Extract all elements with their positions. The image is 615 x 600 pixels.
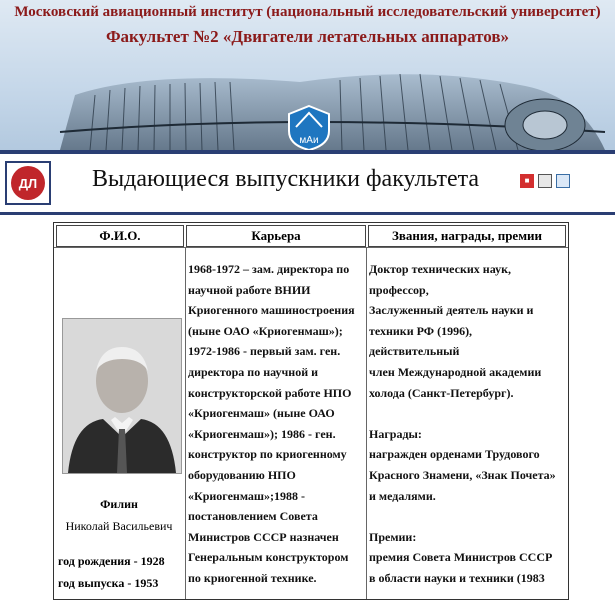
mai-logo-text: мАи bbox=[299, 135, 319, 146]
awards-line: холода (Санкт-Петербург). bbox=[369, 385, 514, 400]
career-line: «Криогенмаш»;1988 - bbox=[188, 488, 306, 503]
print-icon[interactable] bbox=[538, 174, 552, 188]
awards-line: Заслуженный деятель науки и bbox=[369, 303, 534, 318]
career-line: по криогенной технике. bbox=[188, 570, 317, 585]
email-icon[interactable] bbox=[556, 174, 570, 188]
awards-line: Награды: bbox=[369, 426, 422, 441]
career-line: 1968-1972 – зам. директора по bbox=[188, 262, 350, 276]
awards-line: награжден орденами Трудового bbox=[369, 447, 540, 462]
awards-line: премия Совета Министров СССР bbox=[369, 550, 553, 565]
awards-line: профессор, bbox=[369, 282, 429, 297]
career-line: Криогенного машиностроения bbox=[188, 303, 355, 318]
birth-year: год рождения - 1928 bbox=[58, 554, 165, 568]
career-line: (ныне ОАО «Криогенмаш»); bbox=[188, 323, 343, 338]
career-line: «Криогенмаш» (ныне ОАО bbox=[188, 406, 335, 421]
career-line: научной работе ВНИИ bbox=[188, 282, 311, 297]
career-line: Генеральным конструктором bbox=[188, 550, 349, 565]
mai-logo[interactable] bbox=[286, 105, 332, 150]
career-text bbox=[188, 259, 355, 589]
header-banner bbox=[0, 0, 615, 150]
divider bbox=[185, 247, 186, 599]
page-title: Выдающиеся выпускники факультета bbox=[92, 166, 480, 192]
awards-line: в области науки и техники (1983 bbox=[369, 570, 545, 585]
awards-line: действительный bbox=[369, 344, 460, 359]
title-bar bbox=[0, 150, 615, 215]
career-line: конструктор по криогенному bbox=[188, 447, 347, 462]
header-career: Карьера bbox=[186, 225, 366, 247]
faculty-name: Факультет №2 «Двигатели летательных аппаратов» bbox=[105, 27, 510, 46]
career-line: 1972-1986 - первый зам. ген. bbox=[188, 344, 341, 359]
awards-line bbox=[369, 403, 556, 424]
faculty-logo-text: ДЛ bbox=[18, 176, 38, 191]
divider bbox=[54, 247, 568, 248]
portrait-photo bbox=[62, 318, 182, 474]
career-line: постановлением Совета bbox=[188, 509, 318, 524]
career-line: директора по научной и bbox=[188, 364, 319, 379]
pdf-icon[interactable]: ■ bbox=[520, 174, 534, 188]
awards-line: и медалями. bbox=[369, 488, 436, 503]
career-line: оборудованию НПО bbox=[188, 467, 296, 482]
graduates-table bbox=[53, 222, 569, 600]
awards-text bbox=[369, 259, 556, 589]
awards-line: техники РФ (1996), bbox=[369, 323, 473, 338]
awards-line: Премии: bbox=[369, 529, 417, 544]
graduation-year: год выпуска - 1953 bbox=[58, 576, 159, 590]
faculty-logo[interactable] bbox=[2, 158, 54, 208]
header-awards: Звания, награды, премии bbox=[368, 225, 566, 247]
divider bbox=[366, 247, 367, 599]
university-name: Московский авиационный институт (национальный исследовательский университет) bbox=[14, 4, 601, 20]
career-line: конструкторской работе НПО bbox=[188, 385, 352, 400]
awards-line bbox=[369, 506, 556, 527]
career-line: «Криогенмаш»); 1986 - ген. bbox=[188, 426, 336, 441]
awards-line: Доктор технических наук, bbox=[369, 262, 512, 276]
header-fio: Ф.И.О. bbox=[56, 225, 184, 247]
person-surname: Филин bbox=[100, 497, 138, 511]
awards-line: Красного Знамени, «Знак Почета» bbox=[369, 467, 556, 482]
career-line: Министров СССР назначен bbox=[188, 529, 339, 544]
awards-line: член Международной академии bbox=[369, 364, 542, 379]
person-given-names: Николай Васильевич bbox=[65, 519, 173, 533]
